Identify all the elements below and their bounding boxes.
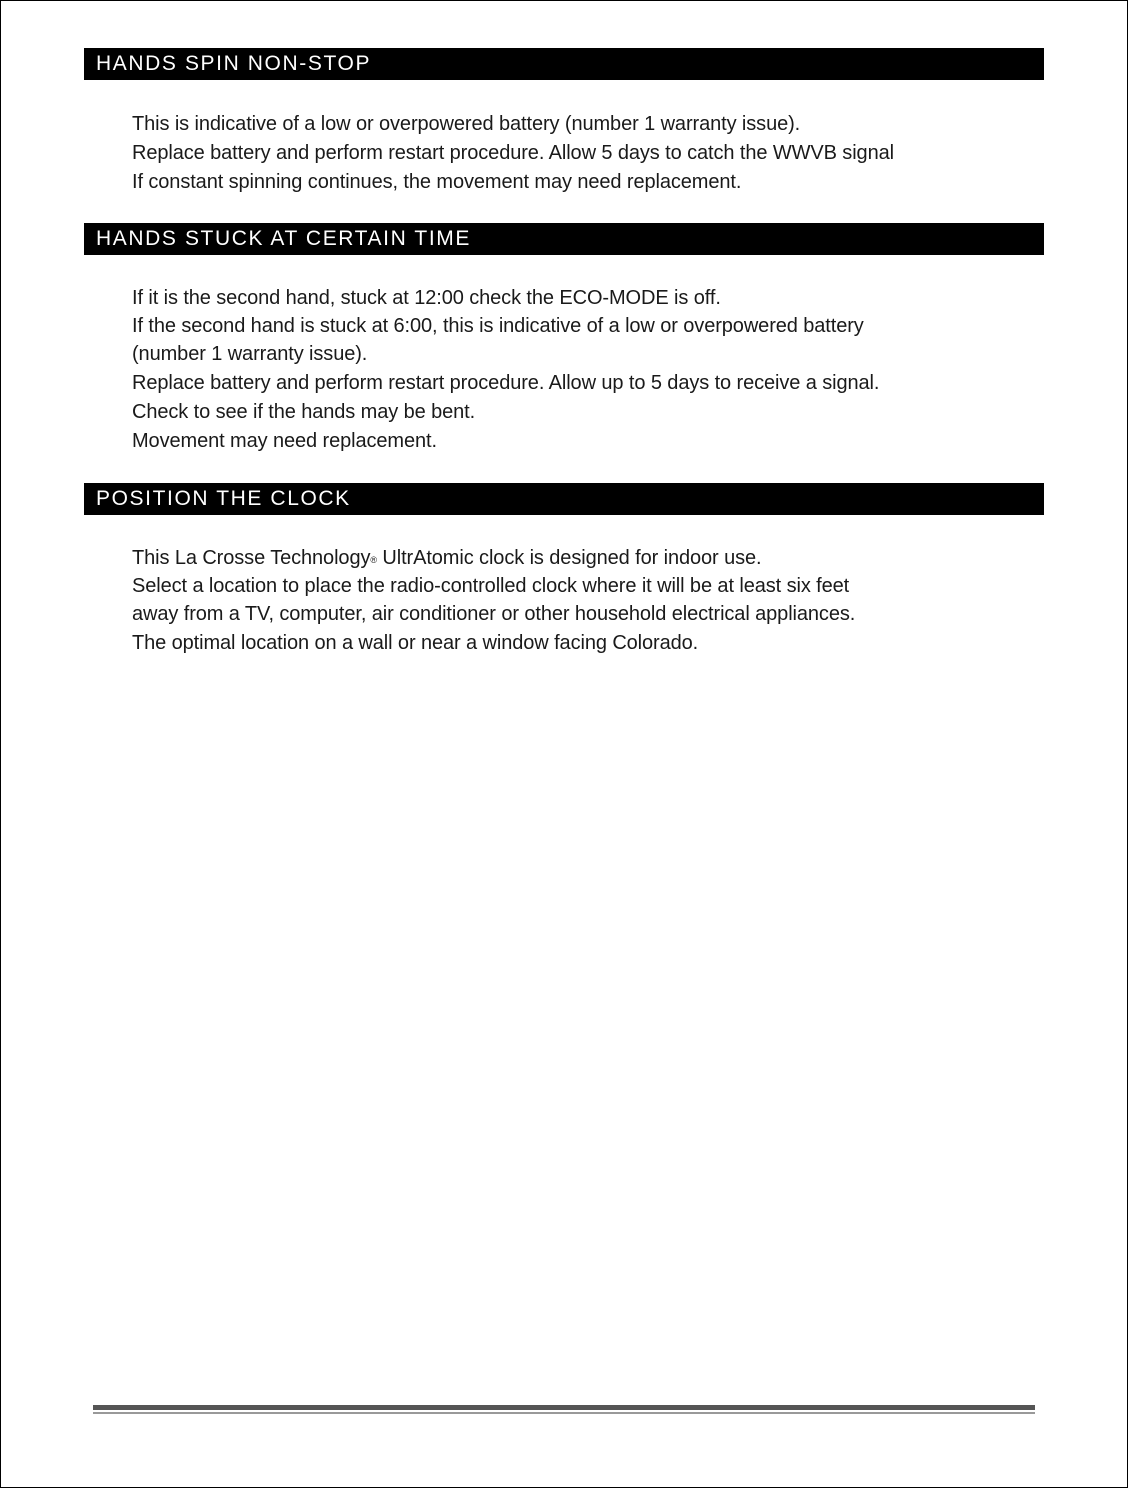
- text-line: (number 1 warranty issue).: [132, 343, 368, 365]
- text-line: Check to see if the hands may be bent.: [132, 401, 476, 423]
- text-fragment: This La Crosse Technology: [132, 547, 371, 569]
- text-line: This is indicative of a low or overpowered battery (number 1 warranty issue).: [132, 113, 801, 135]
- text-line: If it is the second hand, stuck at 12:00 check the ECO-MODE is off.: [132, 287, 721, 309]
- text-line: If constant spinning continues, the movement may need replacement.: [132, 171, 742, 193]
- registered-mark: ®: [370, 555, 377, 565]
- section-header-hands-spin: HANDS SPIN NON-STOP: [84, 48, 1044, 80]
- text-line: Replace battery and perform restart procedure. Allow up to 5 days to receive a signal.: [132, 372, 880, 394]
- text-fragment: UltrAtomic clock is designed for indoor use.: [376, 547, 762, 569]
- section-body-hands-stuck: [132, 284, 1042, 456]
- text-line: Movement may need replacement.: [132, 430, 437, 452]
- text-line: Select a location to place the radio-controlled clock where it will be at least six feet: [132, 575, 850, 597]
- text-line: If the second hand is stuck at 6:00, this is indicative of a low or overpowered battery: [132, 315, 864, 337]
- section-body-hands-spin: [132, 110, 1042, 197]
- text-line: away from a TV, computer, air conditioner or other household electrical appliances.: [132, 603, 856, 625]
- text-line: Replace battery and perform restart procedure. Allow 5 days to catch the WWVB signal: [132, 142, 894, 164]
- text-line: [132, 544, 1042, 573]
- footer-rule: [93, 1405, 1035, 1410]
- footer-rule-secondary: [93, 1412, 1035, 1414]
- text-line: The optimal location on a wall or near a window facing Colorado.: [132, 632, 699, 654]
- section-body-position-clock: [132, 544, 1042, 658]
- section-header-position-clock: POSITION THE CLOCK: [84, 483, 1044, 515]
- section-header-hands-stuck: HANDS STUCK AT CERTAIN TIME: [84, 223, 1044, 255]
